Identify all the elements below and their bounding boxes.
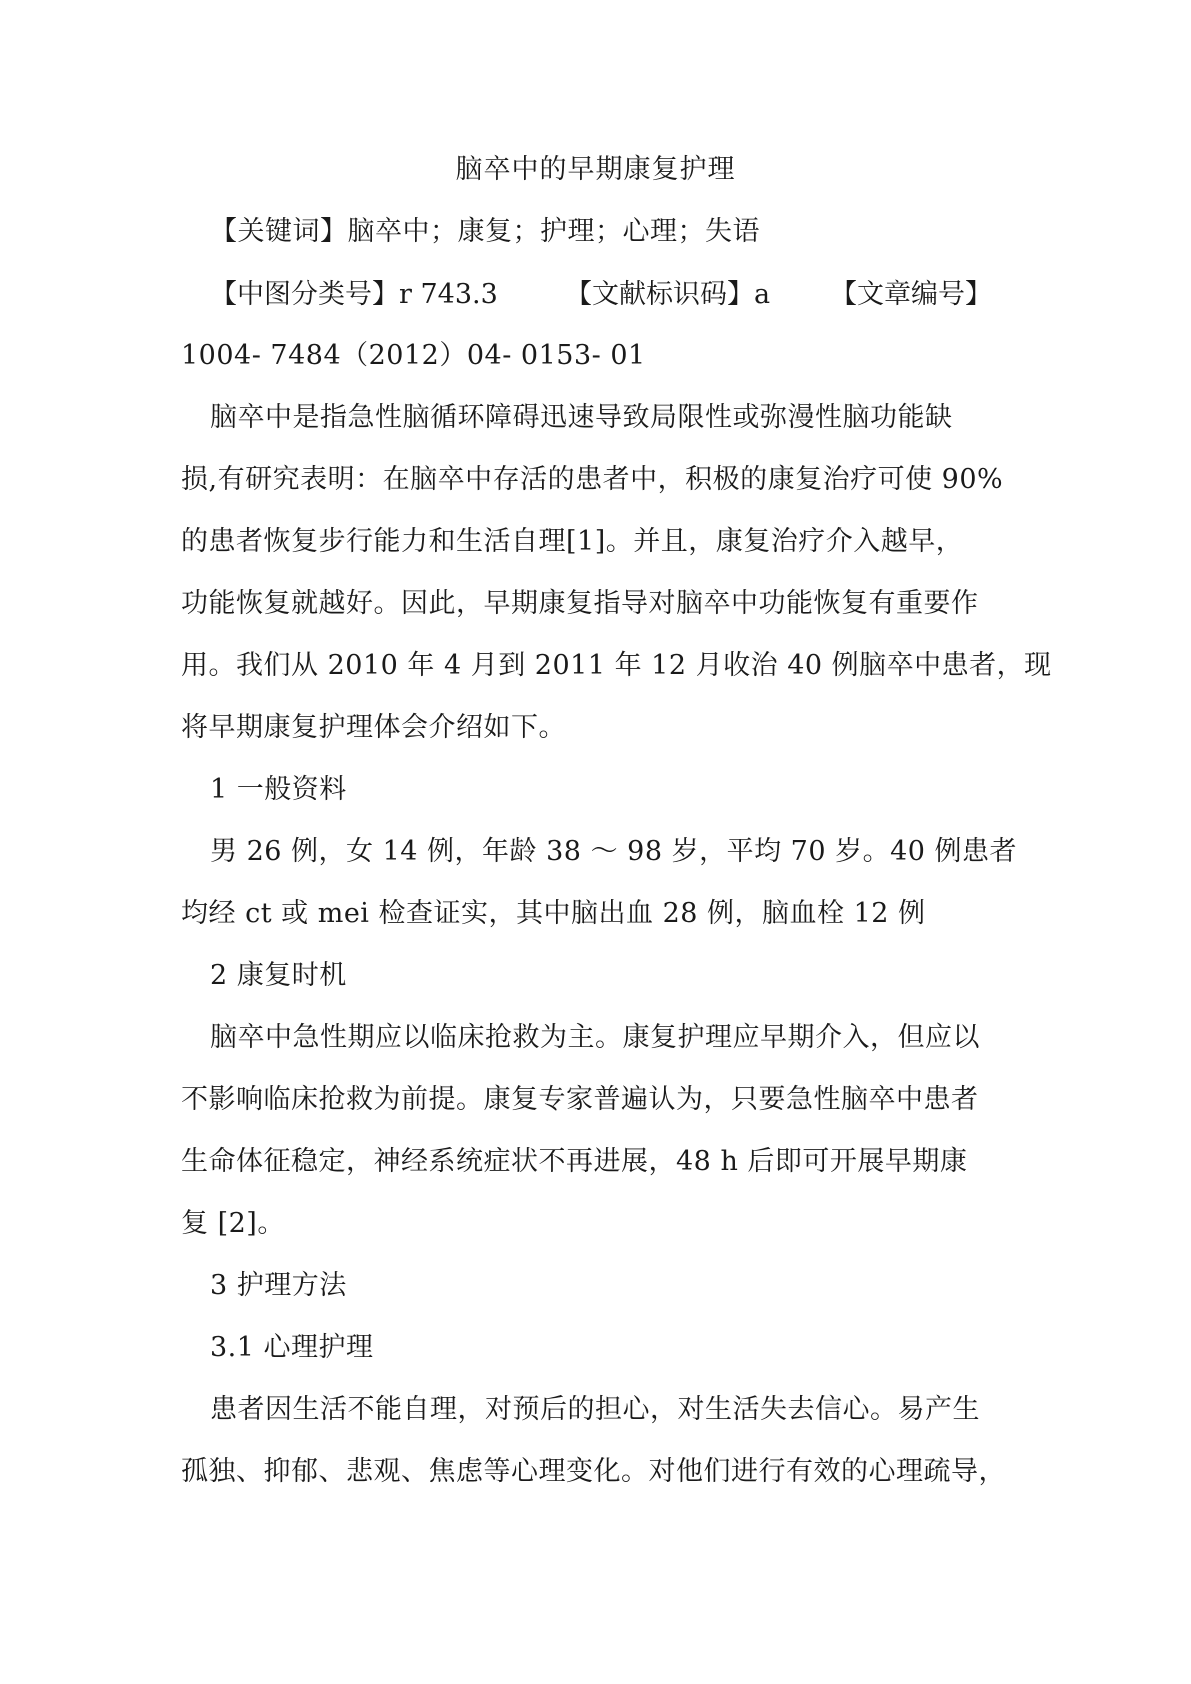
article-number-label: 【文章编号】 — [830, 279, 992, 310]
document-code: 【文献标识码】a — [565, 279, 771, 310]
intro-line-3: 的患者恢复步行能力和生活自理[1]。并且，康复治疗介入越早， — [181, 526, 964, 557]
section-1-line-1: 男 26 例，女 14 例，年龄 38 ～ 98 岁，平均 70 岁。40 例患者 — [210, 836, 1018, 867]
keywords-line: 【关键词】脑卒中；康复；护理；心理；失语 — [210, 216, 760, 247]
article-number-value: 1004- 7484（2012）04- 0153- 01 — [181, 340, 646, 371]
intro-line-5: 用。我们从 2010 年 4 月到 2011 年 12 月收治 40 例脑卒中患者，现 — [181, 650, 1052, 681]
section-2-heading: 2 康复时机 — [210, 960, 347, 991]
section-1-line-2: 均经 ct 或 mei 检查证实，其中脑出血 28 例，脑血栓 12 例 — [181, 898, 926, 929]
section-2-line-3: 生命体征稳定，神经系统症状不再进展，48 h 后即可开展早期康 — [181, 1146, 968, 1177]
section-3-1-line-2: 孤独、抑郁、悲观、焦虑等心理变化。对他们进行有效的心理疏导， — [181, 1456, 1006, 1487]
clc-number: 【中图分类号】r 743.3 — [210, 279, 498, 310]
section-2-line-4: 复 [2]。 — [181, 1208, 285, 1239]
document-title: 脑卒中的早期康复护理 — [455, 154, 736, 185]
section-3-1-heading: 3.1 心理护理 — [210, 1332, 374, 1363]
intro-line-1: 脑卒中是指急性脑循环障碍迅速导致局限性或弥漫性脑功能缺 — [210, 402, 953, 433]
section-3-1-line-1: 患者因生活不能自理，对预后的担心，对生活失去信心。易产生 — [210, 1394, 980, 1425]
intro-line-4: 功能恢复就越好。因此，早期康复指导对脑卒中功能恢复有重要作 — [181, 588, 979, 619]
intro-line-2: 损,有研究表明：在脑卒中存活的患者中，积极的康复治疗可使 90% — [181, 464, 1004, 495]
intro-line-6: 将早期康复护理体会介绍如下。 — [181, 712, 566, 743]
section-2-line-2: 不影响临床抢救为前提。康复专家普遍认为，只要急性脑卒中患者 — [181, 1084, 979, 1115]
section-1-heading: 1 一般资料 — [210, 774, 347, 805]
section-2-line-1: 脑卒中急性期应以临床抢救为主。康复护理应早期介入，但应以 — [210, 1022, 980, 1053]
section-3-heading: 3 护理方法 — [210, 1270, 347, 1301]
